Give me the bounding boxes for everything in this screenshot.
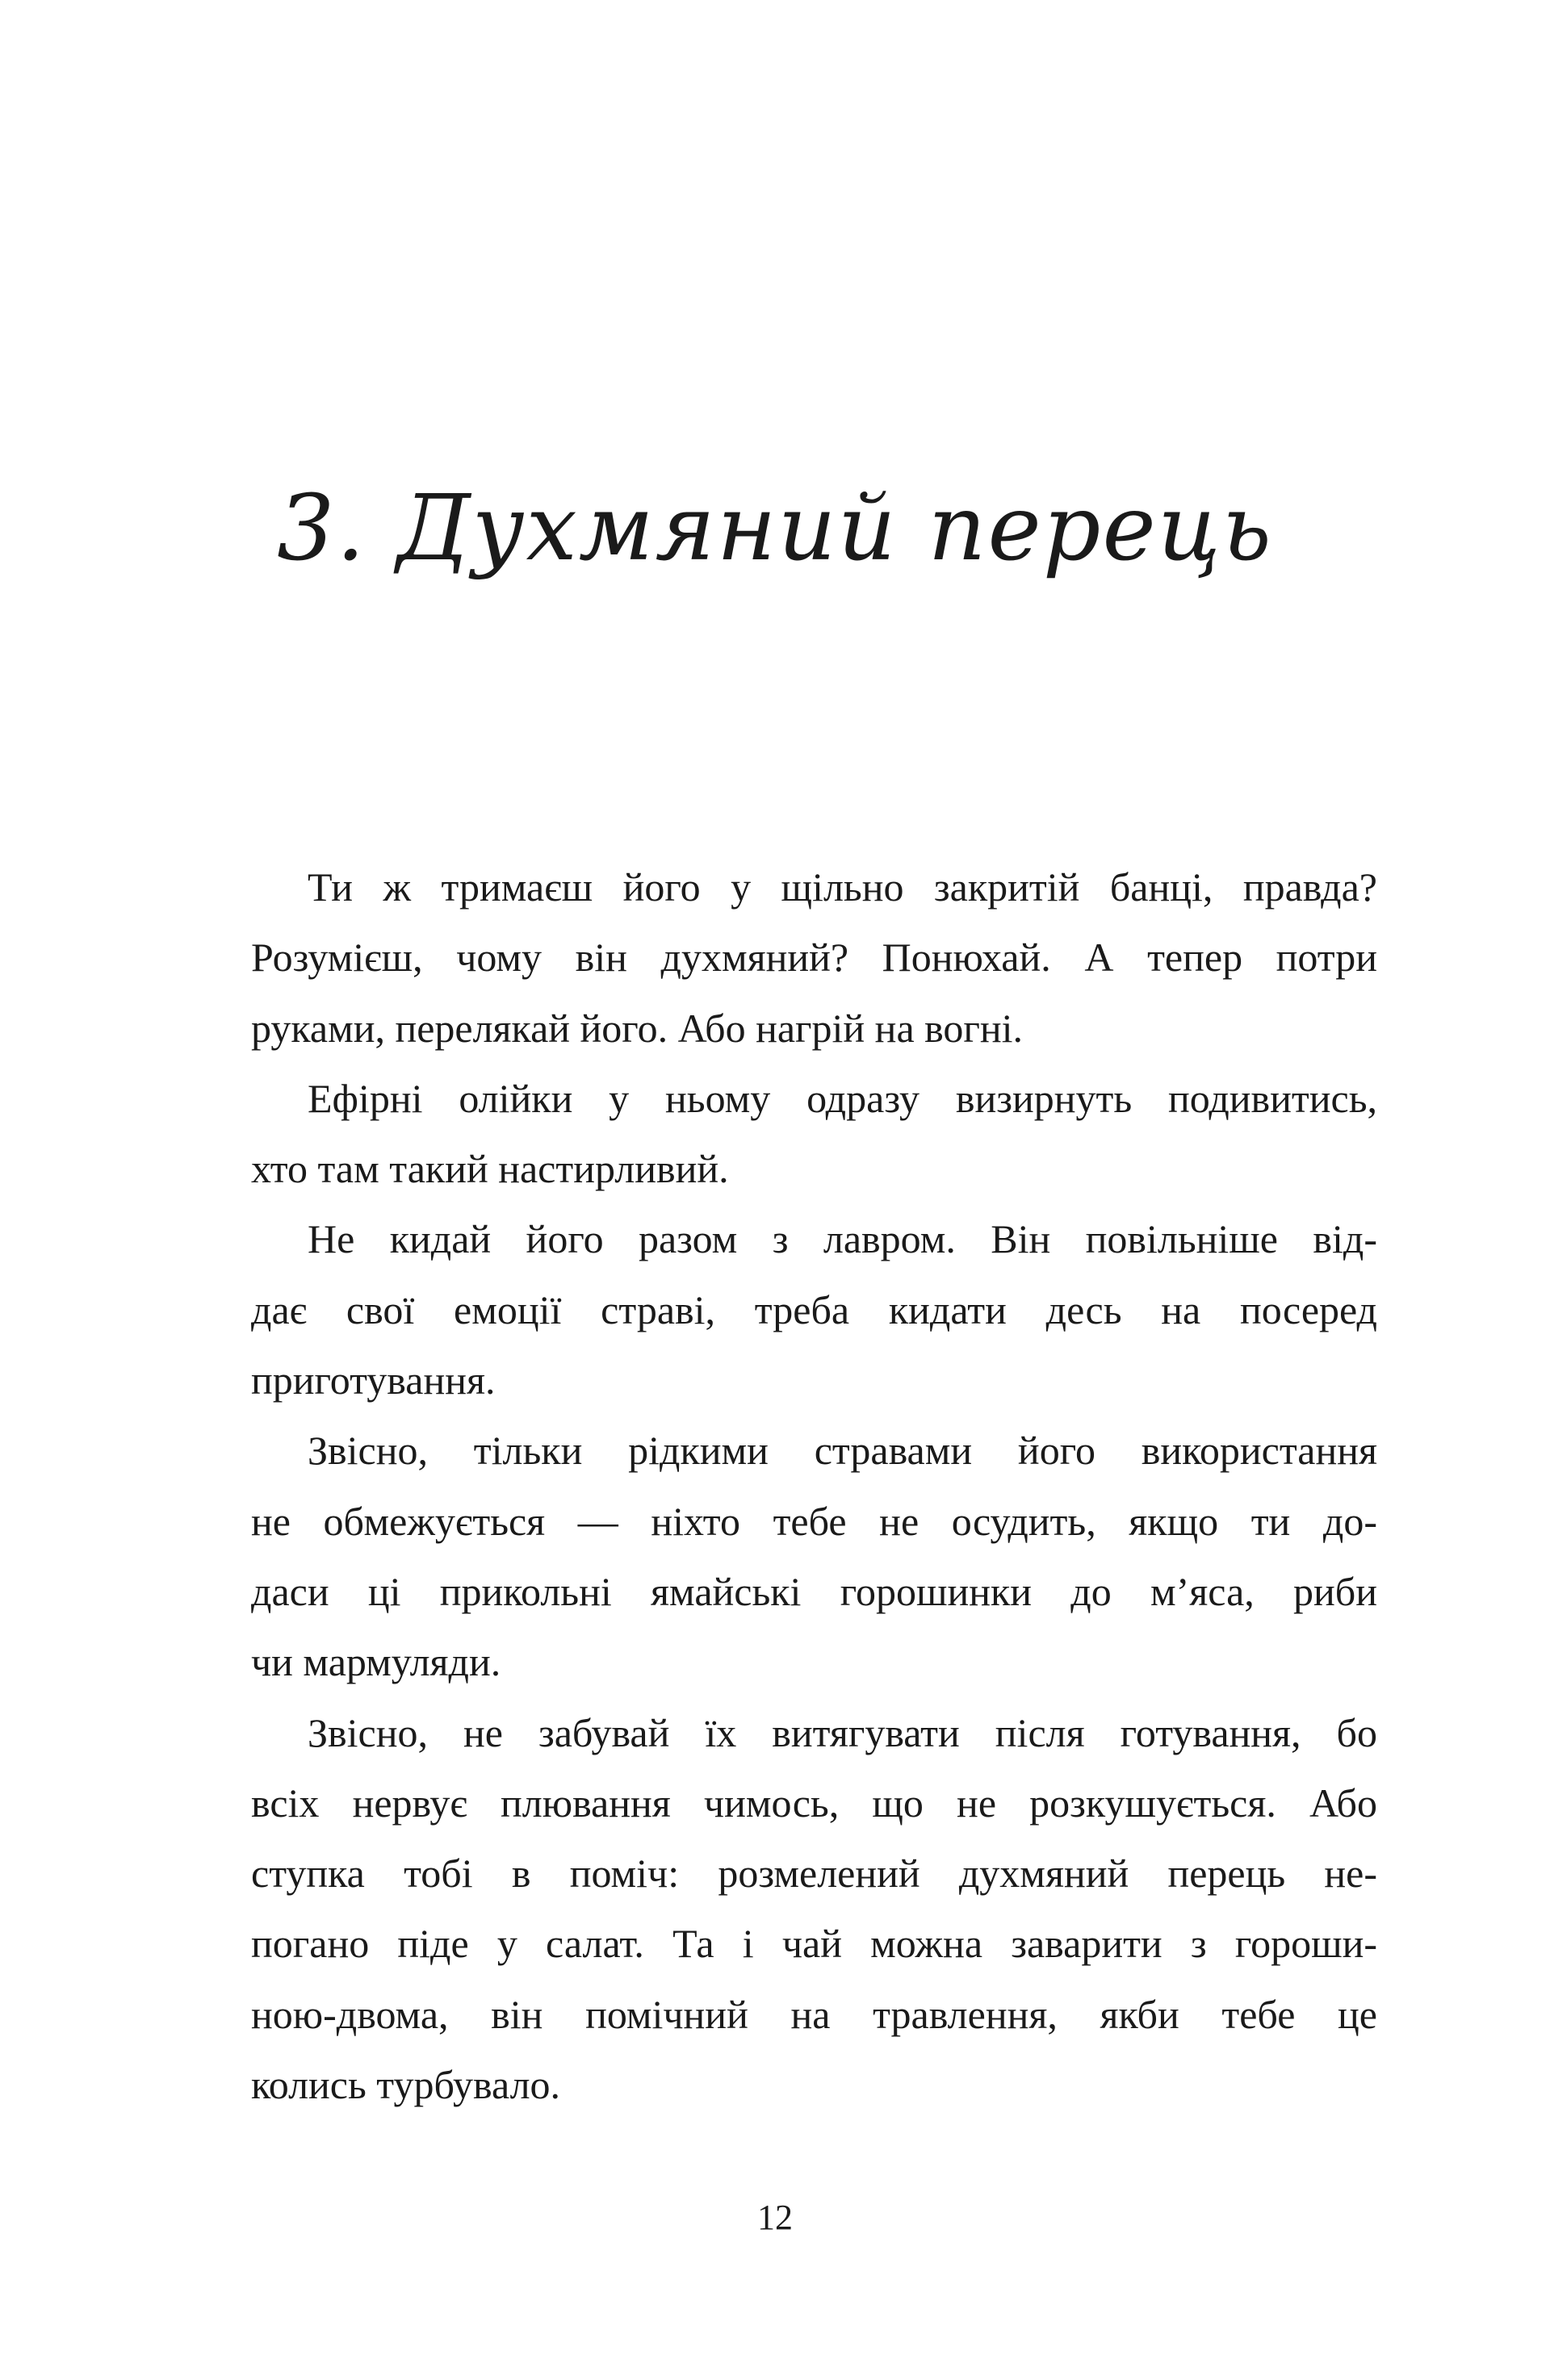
paragraph bbox=[251, 1064, 1377, 1205]
paragraph bbox=[251, 1698, 1377, 2121]
page-number: 12 bbox=[757, 2198, 793, 2237]
text-line: Розумієш, чому він духмяний? Понюхай. А тепер потри bbox=[251, 935, 1377, 981]
text-line: Ти ж тримаєш його у щільно закритій банці, правда? bbox=[308, 864, 1377, 910]
text-line: всіх нервує плювання чимось, що не розкушується. Або bbox=[251, 1780, 1377, 1826]
paragraph bbox=[251, 1416, 1377, 1697]
text-line: чи мармуляди. bbox=[251, 1639, 501, 1685]
body-text bbox=[251, 852, 1377, 2120]
text-line: ною-двома, він помічний на травлення, якби тебе це bbox=[251, 1991, 1377, 2037]
text-line: дає свої емоції страві, треба кидати десь на посеред bbox=[251, 1286, 1377, 1332]
text-line: хто там такий настирливий. bbox=[251, 1146, 729, 1192]
text-line: не обмежується — ніхто тебе не осудить, якщо ти до- bbox=[251, 1498, 1377, 1544]
text-line: Звісно, тільки рідкими стравами його використання bbox=[308, 1428, 1377, 1474]
text-line: Звісно, не забувай їх витягувати після готування, бо bbox=[308, 1709, 1377, 1755]
text-line: погано піде у салат. Та і чай можна заварити з гороши- bbox=[251, 1921, 1377, 1967]
text-line: ступка тобі в поміч: розмелений духмяний перець не- bbox=[251, 1851, 1377, 1897]
text-line: Не кидай його разом з лавром. Він повільніше від- bbox=[308, 1216, 1377, 1262]
chapter-title: 3. Духмяний перець bbox=[277, 476, 1273, 581]
text-line: даси ці прикольні ямайські горошинки до м’яса, риби bbox=[251, 1568, 1377, 1614]
paragraph bbox=[251, 1204, 1377, 1416]
text-line: приготування. bbox=[251, 1357, 496, 1403]
text-line: руками, перелякай його. Або нагрій на вогні. bbox=[251, 1005, 1024, 1051]
text-line: колись турбувало. bbox=[251, 2062, 561, 2108]
text-line: Ефірні олійки у ньому одразу визирнуть подивитись, bbox=[308, 1075, 1377, 1121]
paragraph bbox=[251, 852, 1377, 1064]
